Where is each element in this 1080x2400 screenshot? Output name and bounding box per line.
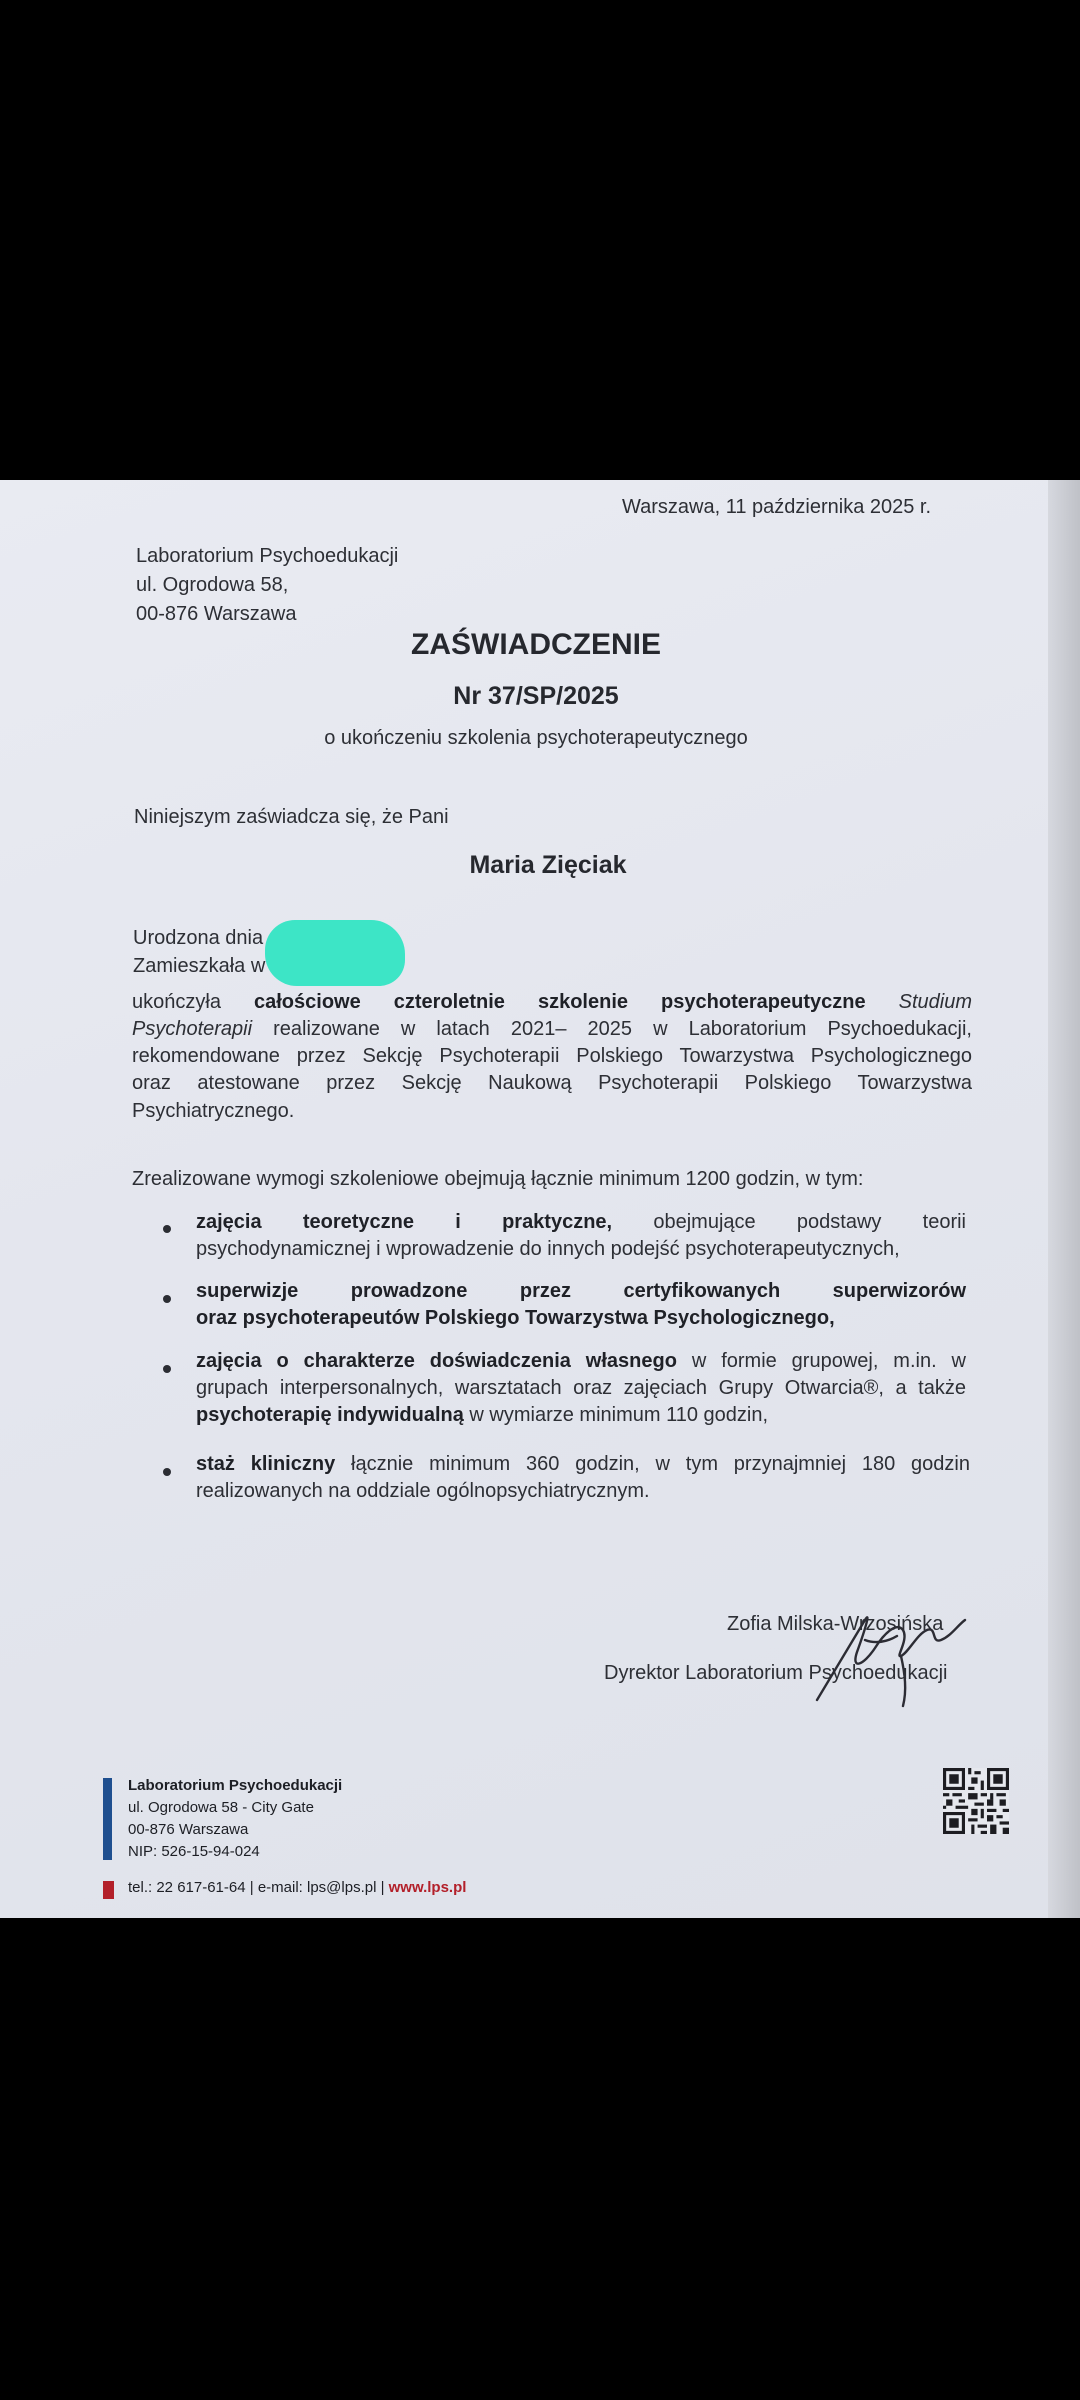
footer-org: Laboratorium Psychoedukacji [128,1777,343,1794]
footer-blue-bar [103,1778,112,1860]
document-number: Nr 37/SP/2025 [453,682,619,710]
intro-line: Niniejszym zaświadcza się, że Pani [134,806,449,828]
footer-website-link[interactable]: www.lps.pl [388,1879,467,1896]
bullet1-line1: zajęcia teoretyczne i praktyczne, obejmujące podstawy teorii [196,1211,966,1233]
footer-street: ul. Ogrodowa 58 - City Gate [128,1799,314,1816]
para1-line2: Psychoterapii realizowane w latach 2021– 2025 w Laboratorium Psychoedukacji, [132,1018,972,1040]
date-line: Warszawa, 11 października 2025 r. [622,496,932,518]
bullet-dot [163,1365,171,1373]
footer-city: 00-876 Warszawa [128,1821,249,1838]
issuer-street: ul. Ogrodowa 58, [136,574,289,596]
bullet3-line2: grupach interpersonalnych, warsztatach oraz zajęciach Grupy Otwarcia®, a także [196,1377,966,1399]
signatory-role: Dyrektor Laboratorium Psychoedukacji [604,1662,948,1684]
para1-line4: oraz atestowane przez Sekcję Naukową Psychoterapii Polskiego Towarzystwa [132,1072,972,1094]
signatory-name: Zofia Milska-Wrzosińska [727,1613,944,1635]
bullet2-line2: oraz psychoterapeutów Polskiego Towarzystwa Psychologicznego, [196,1307,835,1329]
resides-label: Zamieszkała w [133,955,266,977]
issuer-name: Laboratorium Psychoedukacji [136,545,399,567]
para1-line3: rekomendowane przez Sekcję Psychoterapii Polskiego Towarzystwa Psychologicznego [132,1045,972,1067]
bullet1-line2: psychodynamicznej i wprowadzenie do innych podejść psychoterapeutycznych, [196,1238,900,1260]
person-name: Maria Zięciak [469,851,627,879]
document-subtitle: o ukończeniu szkolenia psychoterapeutycznego [324,727,748,749]
bullet4-line2: realizowanych na oddziale ogólnopsychiatrycznym. [196,1480,650,1502]
bullet2-line1: superwizje prowadzone przez certyfikowanych superwizorów [196,1280,966,1302]
born-label: Urodzona dnia [133,927,264,949]
bullet-dot [163,1295,171,1303]
bullet-dot [163,1468,171,1476]
bullet3-line1: zajęcia o charakterze doświadczenia własnego w formie grupowej, m.in. w [196,1350,967,1372]
issuer-city: 00-876 Warszawa [136,603,297,625]
handwritten-signature [805,1600,975,1710]
para1-line1: ukończyła całościowe czteroletnie szkolenie psychoterapeutyczne Studium [132,991,972,1013]
footer-red-mark [103,1881,114,1899]
requirements-intro: Zrealizowane wymogi szkoleniowe obejmują łącznie minimum 1200 godzin, w tym: [132,1168,864,1190]
bullet-dot [163,1225,171,1233]
document-title: ZAŚWIADCZENIE [411,628,661,661]
footer-contact: tel.: 22 617-61-64 | e-mail: lps@lps.pl | www.lps.pl [128,1879,467,1896]
redaction-mark [265,920,405,986]
qr-code-icon [943,1768,1009,1834]
bullet3-line3: psychoterapię indywidualną w wymiarze minimum 110 godzin, [196,1404,769,1426]
footer-nip: NIP: 526-15-94-024 [128,1843,260,1860]
bullet4-line1: staż kliniczny łącznie minimum 360 godzin, w tym przynajmniej 180 godzin [196,1453,970,1475]
para1-line5: Psychiatrycznego. [132,1100,295,1122]
